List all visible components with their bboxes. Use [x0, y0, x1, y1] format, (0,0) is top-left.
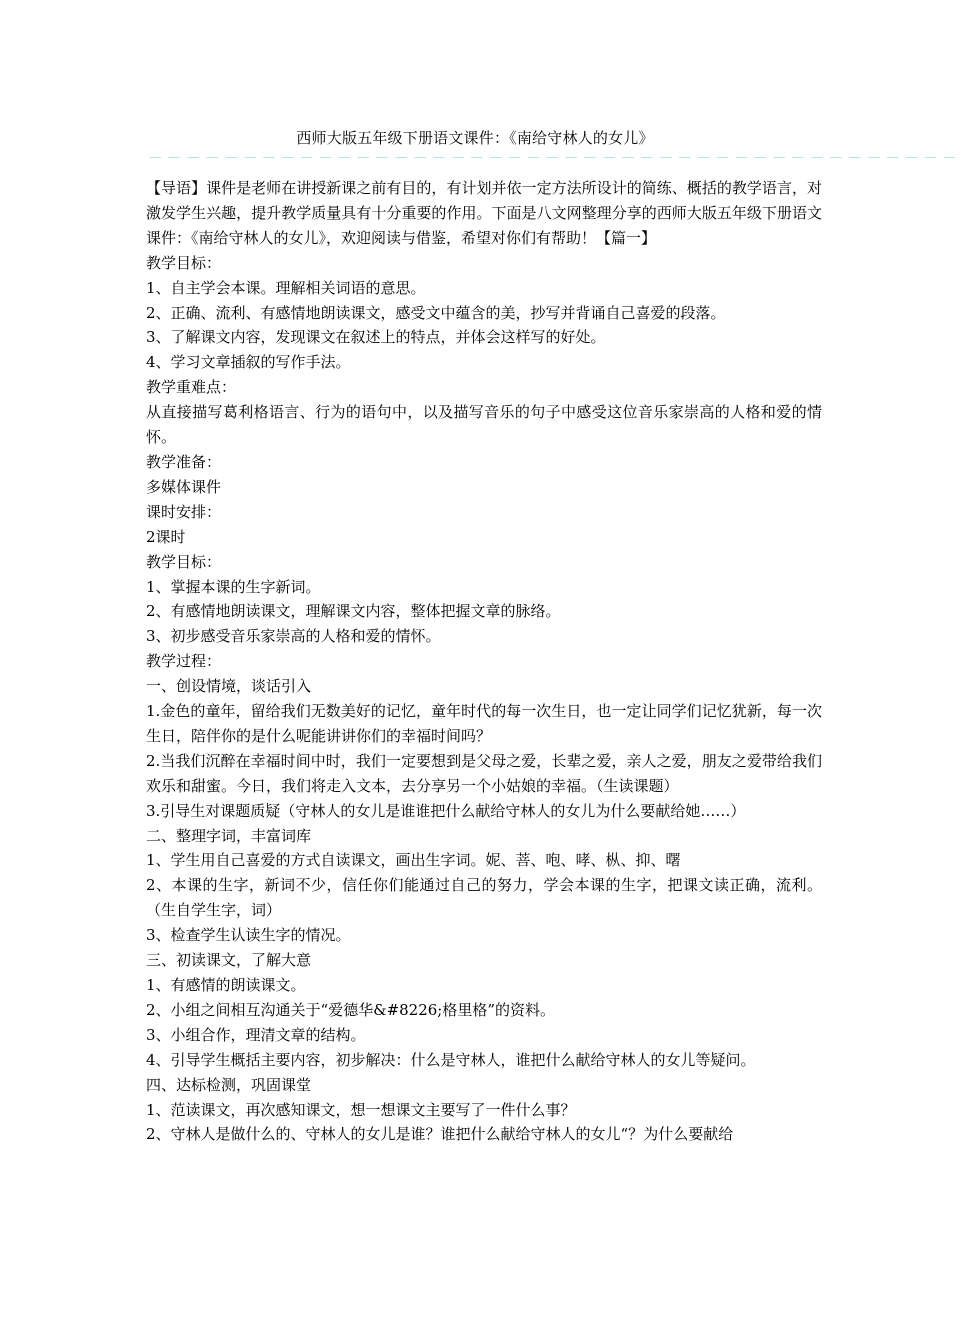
list-item: 4、学习文章插叙的写作手法。 [146, 353, 351, 372]
subsection-heading: 三、初读课文，了解大意 [146, 951, 312, 970]
paragraph: 多媒体课件 [146, 477, 222, 496]
list-item: 3、了解课文内容，发现课文在叙述上的特点，并体会这样写的好处。 [146, 328, 606, 347]
list-item: 1、自主学会本课。理解相关词语的意思。 [146, 278, 426, 297]
paragraph: 从直接描写葛利格语言、行为的语句中，以及描写音乐的句子中感受这位音乐家崇高的人格和爱的情怀。 [146, 403, 822, 447]
list-item: 1、掌握本课的生字新词。 [146, 577, 321, 596]
list-item: 2、正确、流利、有感情地朗读课文，感受文中蕴含的美，抄写并背诵自己喜爱的段落。 [146, 303, 726, 322]
list-item: 2、守林人是做什么的、守林人的女儿是谁？谁把什么献给守林人的女儿“？为什么要献给 [146, 1125, 734, 1144]
list-item: 4、引导学生概括主要内容，初步解决：什么是守林人，谁把什么献给守林人的女儿等疑问。 [146, 1050, 756, 1069]
title-divider: －－－－－－－－－－－－－－－－－－－－－－－－－－－－－－－－－－－－－－－－－－－ [148, 149, 961, 167]
list-item: 2、本课的生字，新词不少，信任你们能通过自己的努力，学会本课的生字，把课文读正确，流利。（生自学生字，词） [146, 876, 822, 920]
list-item: 2、小组之间相互沟通关于“爱德华&#8226;格里格”的资料。 [146, 1000, 556, 1019]
section-heading-preparation: 教学准备： [146, 452, 222, 471]
section-heading-key-points: 教学重难点： [146, 378, 237, 397]
list-item: 3、检查学生认读生字的情况。 [146, 926, 351, 945]
subsection-heading: 一、创设情境，谈话引入 [146, 677, 312, 696]
list-item: 2.当我们沉醉在幸福时间中时，我们一定要想到是父母之爱，长辈之爱，亲人之爱，朋友之爱带给我们欢乐和甜蜜。今日，我们将走入文本，去分享另一个小姑娘的幸福。（生读课题） [146, 751, 822, 795]
section-heading-process: 教学过程： [146, 652, 222, 671]
list-item: 1、有感情的朗读课文。 [146, 976, 306, 994]
intro-paragraph: 【导语】课件是老师在讲授新课之前有目的，有计划并依一定方法所设计的简练、概括的教学语言，对激发学生兴趣，提升教学质量具有十分重要的作用。下面是八文网整理分享的西师大版五年级下册语文课件：《南给守林人的女儿》，欢迎阅读与借鉴，希望对你们有帮助！【篇一】 [146, 179, 822, 247]
list-item: 3、初步感受音乐家崇高的人格和爱的情怀。 [146, 627, 441, 646]
subsection-heading: 二、整理字词，丰富词库 [146, 826, 312, 845]
document-body [146, 176, 822, 1147]
section-heading-objectives: 教学目标： [146, 253, 222, 272]
list-item: 2、有感情地朗读课文，理解课文内容，整体把握文章的脉络。 [146, 602, 561, 621]
list-item: 3、小组合作，理清文章的结构。 [146, 1025, 366, 1044]
document-title: 西师大版五年级下册语文课件：《南给守林人的女儿》 [296, 129, 654, 147]
subsection-heading: 四、达标检测，巩固课堂 [146, 1075, 312, 1094]
list-item: 1、范读课文，再次感知课文，想一想课文主要写了一件什么事？ [146, 1100, 576, 1119]
list-item: 1.金色的童年，留给我们无数美好的记忆，童年时代的每一次生日，也一定让同学们记忆犹新，每一次生日，陪伴你的是什么呢能讲讲你们的幸福时间吗？ [146, 702, 822, 745]
list-item: 3.引导生对课题质疑（守林人的女儿是谁谁把什么献给守林人的女儿为什么要献给她……） [146, 801, 746, 820]
paragraph: 2课时 [146, 527, 186, 546]
section-heading-objectives: 教学目标： [146, 552, 222, 571]
section-heading-schedule: 课时安排： [146, 502, 222, 521]
list-item: 1、学生用自己喜爱的方式自读课文，画出生字词。妮、菩、咆、哮、枞、抑、曙 [146, 851, 681, 870]
